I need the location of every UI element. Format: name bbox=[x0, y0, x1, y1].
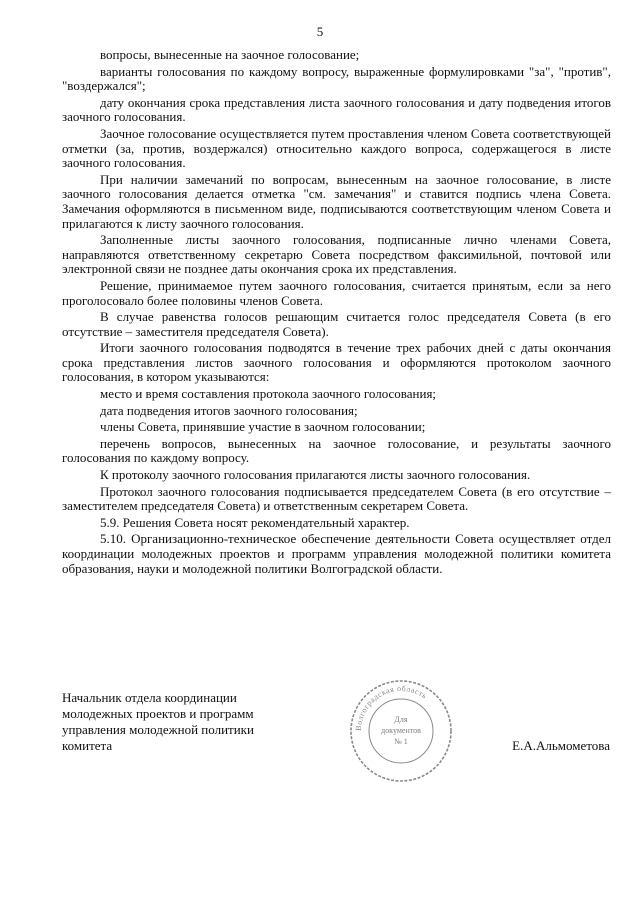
paragraph: Итоги заочного голосования подводятся в течение трех рабочих дней с даты окончания срока представления листов заочного голосования и оформляются протоколом заочного голосования, в котором указываются: bbox=[62, 340, 611, 385]
paragraph: В случае равенства голосов решающим считается голос председателя Совета (в его отсутствие – заместителя председателя Совета). bbox=[62, 309, 611, 339]
paragraph: 5.9. Решения Совета носят рекомендательный характер. bbox=[100, 514, 410, 530]
signatory-position-line: Начальник отдела координации bbox=[62, 690, 237, 705]
paragraph: варианты голосования по каждому вопросу, выраженные формулировками "за", "против", "воздержался"; bbox=[62, 63, 611, 94]
paragraph: Протокол заочного голосования подписывается председателем Совета (в его отсутствие – заместителем председателя Совета) и ответственным секретарем Совета. bbox=[62, 483, 611, 514]
svg-text:Волгоградская область bbox=[354, 684, 429, 731]
signatory-name: Е.А.Альмометова bbox=[512, 738, 610, 753]
stamp-inner-line: документов bbox=[381, 726, 421, 735]
paragraph: Решение, принимаемое путем заочного голосования, считается принятым, если за него проголосовало более половины членов Совета. bbox=[62, 277, 611, 308]
official-stamp bbox=[348, 678, 454, 784]
paragraph: члены Совета, принявшие участие в заочном голосовании; bbox=[100, 419, 426, 435]
paragraph: К протоколу заочного голосования прилагаются листы заочного голосования. bbox=[100, 467, 531, 483]
signatory-position bbox=[62, 690, 302, 754]
stamp-inner-line: Для bbox=[394, 715, 408, 724]
signatory-position-line: молодежных проектов и программ bbox=[62, 706, 254, 721]
page-number: 5 bbox=[316, 24, 324, 39]
stamp-inner-line: № 1 bbox=[394, 737, 408, 746]
paragraph: 5.10. Организационно-техническое обеспечение деятельности Совета осуществляет отдел координации молодежных проектов и программ управления молодежной политики комитета образования, науки и молодежной политики Волгоградской области. bbox=[62, 531, 611, 576]
paragraph: Заочное голосование осуществляется путем проставления членом Совета соответствующей отметки (за, против, воздержался) относительно каждого вопроса, содержащегося в листе заочного голосования. bbox=[62, 125, 611, 171]
stamp-ring-text: Волгоградская область bbox=[353, 683, 429, 732]
paragraph: место и время составления протокола заочного голосования; bbox=[100, 386, 437, 402]
paragraph: Заполненные листы заочного голосования, подписанные лично членами Совета, направляются ответственному секретарю Совета посредством факсимильной, почтовой или электронной связи не позднее даты окончания срока их представления. bbox=[62, 232, 611, 277]
paragraph: дату окончания срока представления листа заочного голосования и дату подведения итогов заочного голосования. bbox=[62, 94, 611, 125]
paragraph: вопросы, вынесенные на заочное голосование; bbox=[100, 47, 360, 62]
document-body bbox=[62, 48, 611, 578]
paragraph: При наличии замечаний по вопросам, вынесенным на заочное голосование, в листе заочного голосования делается отметка "см. замечания" и ставится подпись члена Совета. Замечания оформляются в письменном виде, подписываются соответствующим членом Совета и прилагаются к листу заочного голосования. bbox=[62, 171, 611, 231]
signatory-position-line: управления молодежной политики bbox=[62, 722, 254, 737]
paragraph: дата подведения итогов заочного голосования; bbox=[100, 402, 358, 418]
paragraph: перечень вопросов, вынесенных на заочное голосование, и результаты заочного голосования по каждому вопросу. bbox=[62, 435, 611, 466]
signatory-position-line: комитета bbox=[62, 738, 113, 753]
